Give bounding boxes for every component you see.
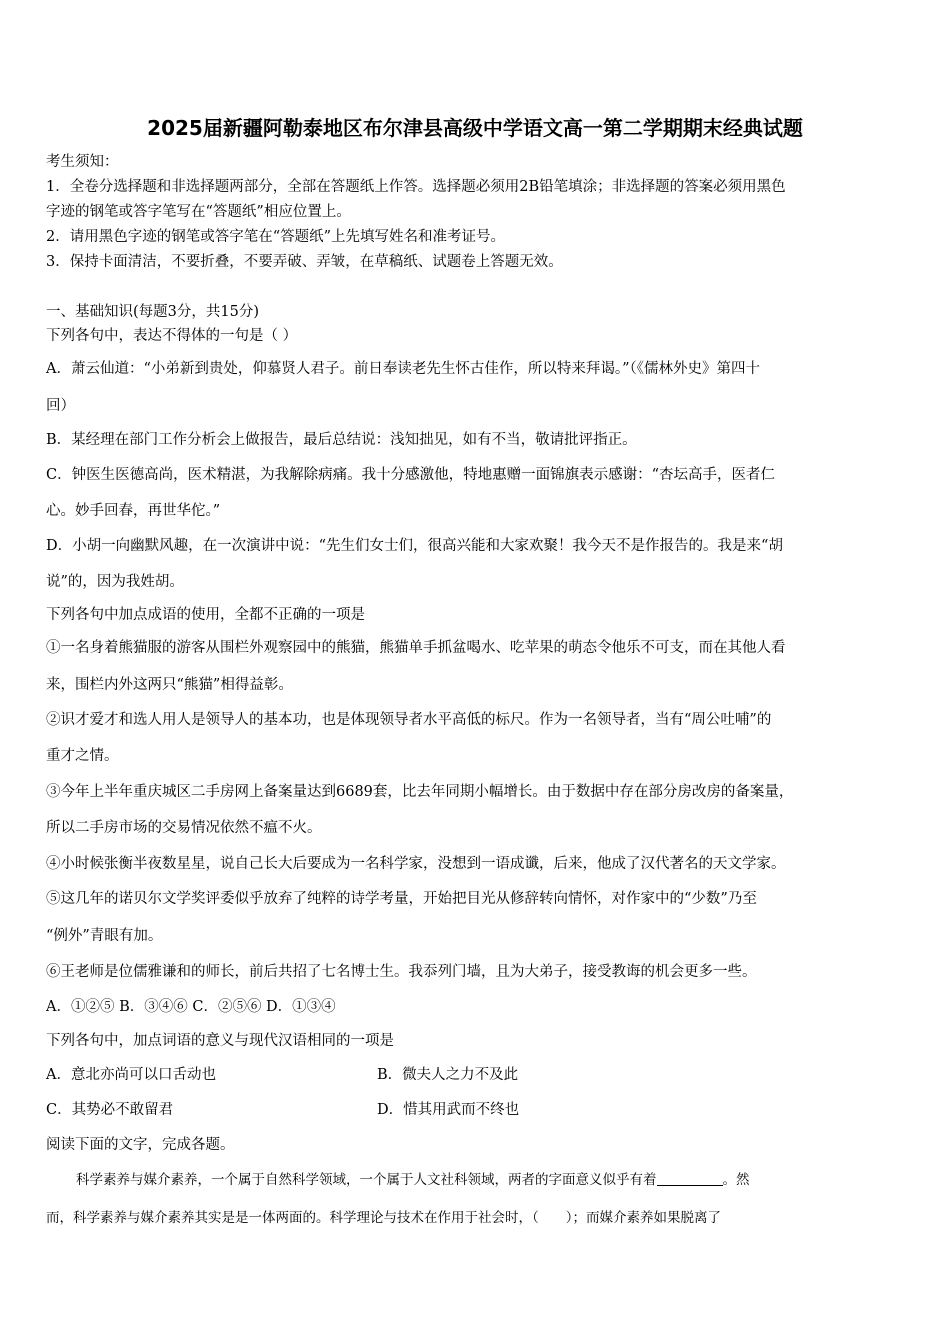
reading-text: 。然 bbox=[722, 1172, 750, 1188]
notice-item: 2．请用黑色字迹的钢笔或答字笔在“答题纸”上先填写姓名和准考证号。 bbox=[46, 229, 506, 245]
fill-blank bbox=[657, 1171, 723, 1186]
sentence-line: 重才之情。 bbox=[46, 748, 119, 764]
option-a: A．意北亦尚可以口舌动也 bbox=[46, 1067, 216, 1083]
question-stem: 下列各句中，表达不得体的一句是（ ） bbox=[46, 328, 298, 344]
option-line: C．钟医生医德高尚，医术精湛，为我解除病痛。我十分感激他，特地惠赠一面锦旗表示感谢：“杏坛高手，医者仁 bbox=[46, 467, 776, 483]
option-c: C．其势必不敢留君 bbox=[46, 1102, 174, 1118]
option-line: B．某经理在部门工作分析会上做报告，最后总结说：浅知拙见，如有不当，敬请批评指正。 bbox=[46, 432, 637, 448]
notice-item: 3．保持卡面清洁，不要折叠，不要弄破、弄皱，在草稿纸、试题卷上答题无效。 bbox=[46, 254, 563, 270]
option-line: A．萧云仙道：“小弟新到贵处，仰慕贤人君子。前日奉读老先生怀古佳作，所以特来拜谒。”（《儒林外史》第四十 bbox=[46, 361, 761, 377]
question-stem: 下列各句中加点成语的使用，全都不正确的一项是 bbox=[46, 607, 365, 623]
option-b: B．微夫人之力不及此 bbox=[377, 1067, 519, 1083]
sentence-line: ②识才爱才和选人用人是领导人的基本功，也是体现领导者水平高低的标尺。作为一名领导者，当有“周公吐哺”的 bbox=[46, 712, 772, 728]
sentence-line: ①一名身着熊猫服的游客从围栏外观察园中的熊猫，熊猫单手抓盆喝水、吃苹果的萌态令他乐不可支，而在其他人看 bbox=[46, 640, 786, 656]
sentence-line: ⑤这几年的诺贝尔文学奖评委似乎放弃了纯粹的诗学考量，开始把目光从修辞转向情怀，对作家中的“少数”乃至 bbox=[46, 891, 757, 907]
option-line: 心。妙手回春，再世华佗。” bbox=[46, 503, 221, 519]
option-d: D．惜其用武而不终也 bbox=[377, 1102, 520, 1118]
sentence-line: ③今年上半年重庆城区二手房网上备案量达到6689套，比去年同期小幅增长。由于数据中存在部分房改房的备案量， bbox=[46, 784, 794, 800]
option-line: 回） bbox=[46, 398, 75, 414]
page-title: 2025届新疆阿勒泰地区布尔津县高级中学语文高一第二学期期末经典试题 bbox=[147, 116, 803, 140]
notice-item: 字迹的钢笔或答字笔写在“答题纸”相应位置上。 bbox=[46, 204, 351, 220]
notice-item: 1．全卷分选择题和非选择题两部分，全部在答题纸上作答。选择题必须用2B铅笔填涂；非选择题的答案必须用黑色 bbox=[46, 179, 786, 195]
option-line: D．小胡一向幽默风趣，在一次演讲中说：“先生们女士们，很高兴能和大家欢聚！我今天不是作报告的。我是来“胡 bbox=[46, 538, 783, 554]
reading-instruction: 阅读下面的文字，完成各题。 bbox=[46, 1137, 235, 1153]
section-heading: 一、基础知识(每题3分，共15分) bbox=[46, 304, 259, 320]
sentence-line: 来，围栏内外这两只“熊猫”相得益彰。 bbox=[46, 677, 293, 693]
sentence-line: ⑥王老师是位儒雅谦和的师长，前后共招了七名博士生。我忝列门墙，且为大弟子，接受教诲的机会更多一些。 bbox=[46, 964, 757, 980]
sentence-line: ④小时候张衡半夜数星星，说自己长大后要成为一名科学家，没想到一语成谶，后来，他成了汉代著名的天文学家。 bbox=[46, 856, 786, 872]
sentence-line: “例外”青眼有加。 bbox=[46, 928, 163, 944]
option-line: 说”的，因为我姓胡。 bbox=[46, 574, 184, 590]
reading-paragraph-line bbox=[76, 1170, 906, 1190]
question-stem: 下列各句中，加点词语的意义与现代汉语相同的一项是 bbox=[46, 1033, 394, 1049]
answer-options: A．①②⑤ B．③④⑥ C．②⑤⑥ D．①③④ bbox=[46, 999, 336, 1015]
reading-paragraph-line: 而，科学素养与媒介素养其实是是一体两面的。科学理论与技术在作用于社会时，（ ）；而媒介素养如果脱离了 bbox=[46, 1210, 721, 1226]
notice-heading: 考生须知： bbox=[46, 154, 119, 170]
sentence-line: 所以二手房市场的交易情况依然不瘟不火。 bbox=[46, 820, 322, 836]
reading-text: 科学素养与媒介素养，一个属于自然科学领域，一个属于人文社科领域，两者的字面意义似乎有着 bbox=[76, 1172, 657, 1188]
